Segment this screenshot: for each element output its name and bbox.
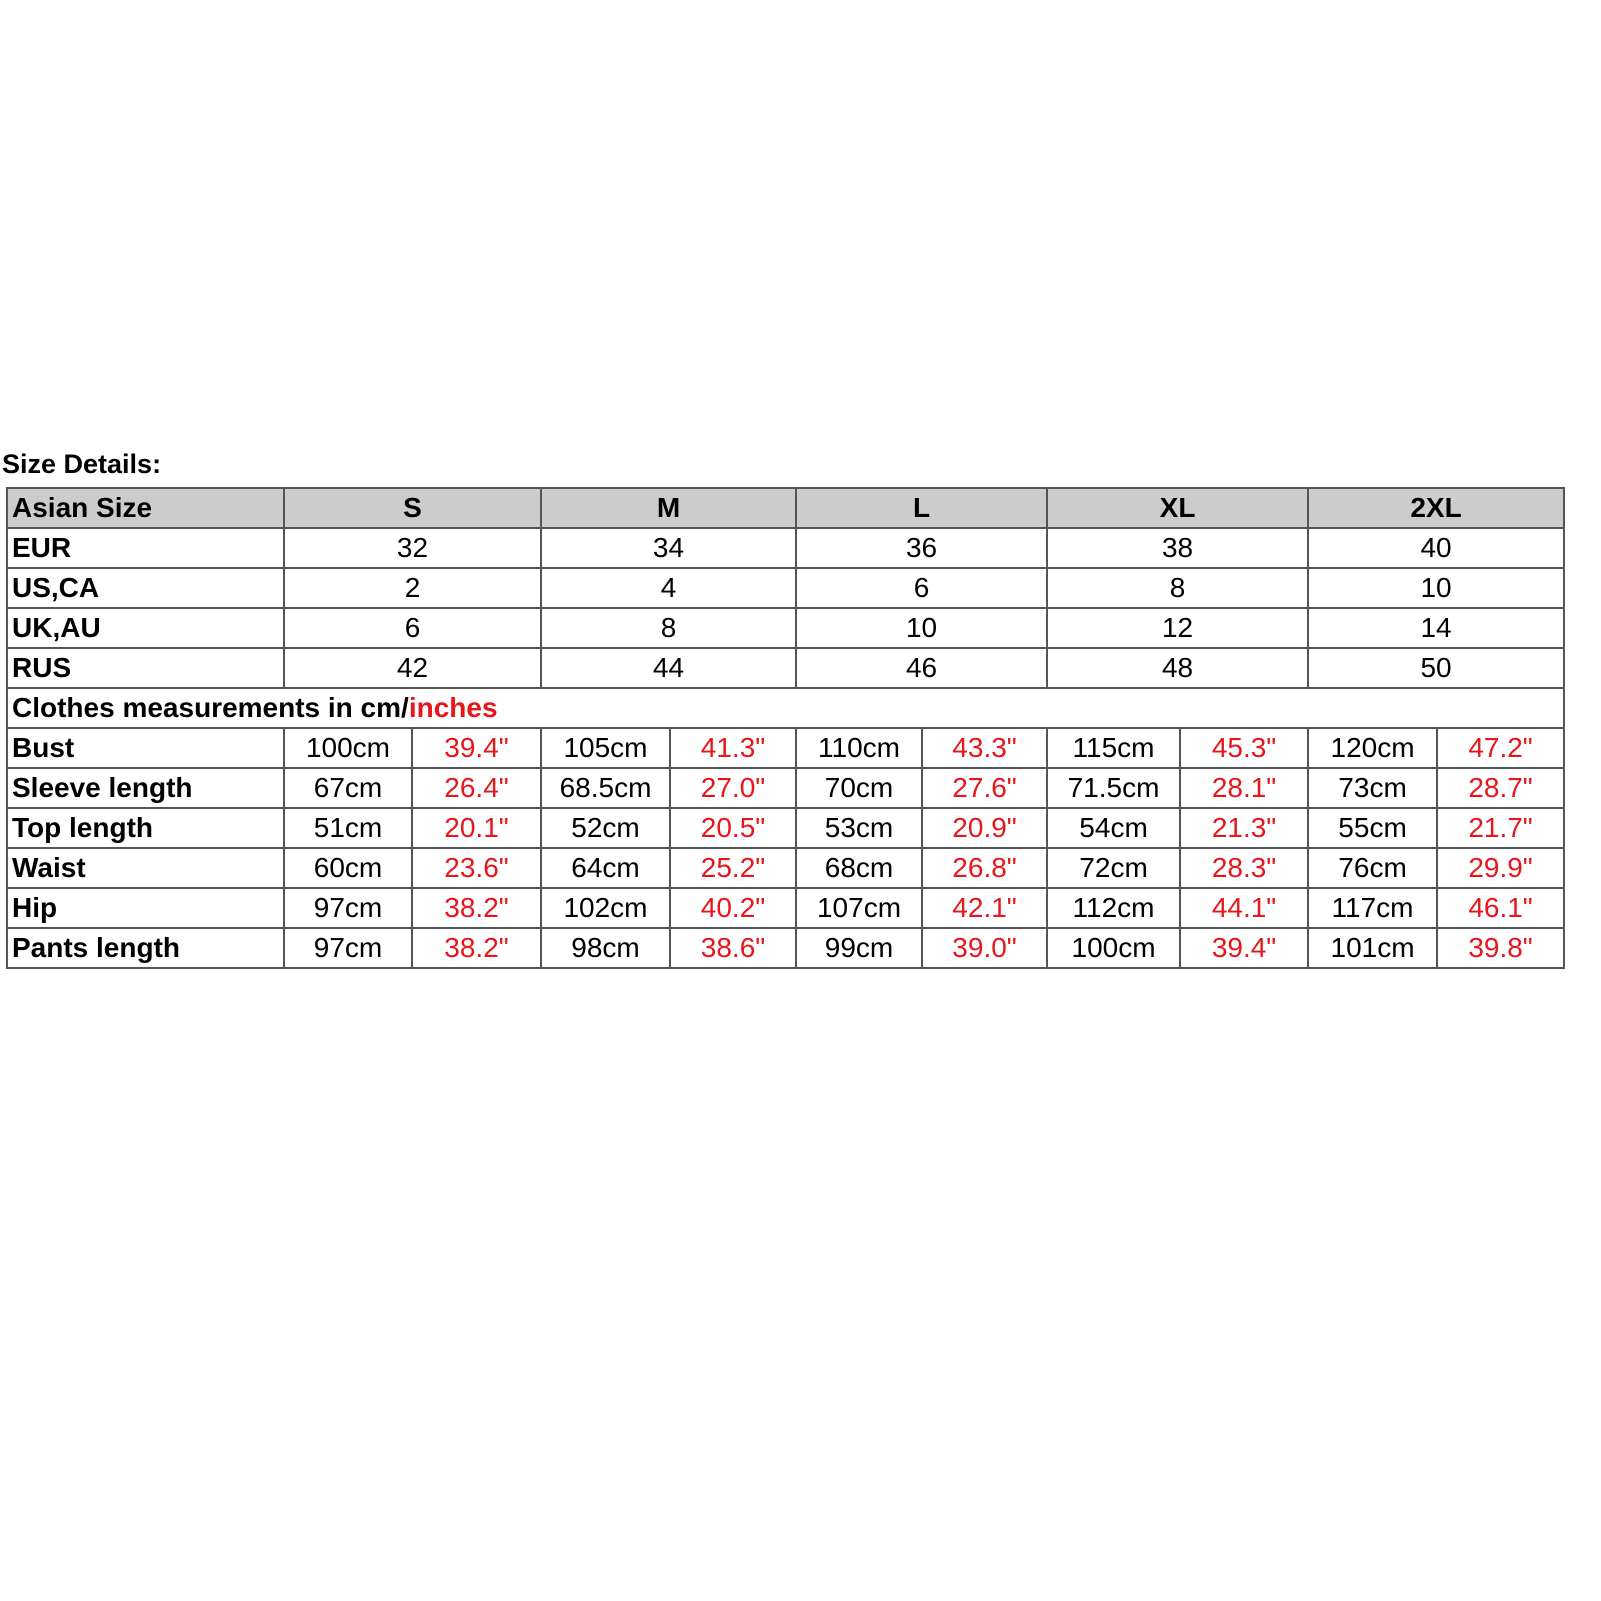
table-cell: 4 <box>541 568 796 608</box>
table-cell: 44 <box>541 648 796 688</box>
table-cell: 34 <box>541 528 796 568</box>
size-chart-table <box>6 487 1565 969</box>
inch-cell: 28.3" <box>1180 848 1308 888</box>
inch-cell: 46.1" <box>1437 888 1564 928</box>
table-cell: 10 <box>1308 568 1564 608</box>
table-cell: 46 <box>796 648 1047 688</box>
section-highlight: inches <box>408 692 498 723</box>
inch-cell: 20.5" <box>670 808 796 848</box>
conversion-row-eur <box>7 528 1564 568</box>
asian-size-label: Asian Size <box>7 488 284 528</box>
cm-cell: 97cm <box>284 888 412 928</box>
cm-cell: 101cm <box>1308 928 1437 968</box>
inch-cell: 26.4" <box>412 768 541 808</box>
cm-cell: 107cm <box>796 888 922 928</box>
inch-cell: 41.3" <box>670 728 796 768</box>
inch-cell: 39.4" <box>412 728 541 768</box>
inch-cell: 20.9" <box>922 808 1047 848</box>
inch-cell: 27.0" <box>670 768 796 808</box>
row-label: EUR <box>7 528 284 568</box>
table-cell: 8 <box>541 608 796 648</box>
table-cell: 12 <box>1047 608 1308 648</box>
cm-cell: 76cm <box>1308 848 1437 888</box>
cm-cell: 73cm <box>1308 768 1437 808</box>
size-header-row <box>7 488 1564 528</box>
table-cell: 50 <box>1308 648 1564 688</box>
cm-cell: 97cm <box>284 928 412 968</box>
cm-cell: 68.5cm <box>541 768 670 808</box>
inch-cell: 39.8" <box>1437 928 1564 968</box>
measurement-row-bust <box>7 728 1564 768</box>
inch-cell: 21.3" <box>1180 808 1308 848</box>
row-label: Pants length <box>7 928 284 968</box>
cm-cell: 115cm <box>1047 728 1180 768</box>
inch-cell: 38.6" <box>670 928 796 968</box>
conversion-row-uk-au <box>7 608 1564 648</box>
row-label: Top length <box>7 808 284 848</box>
inch-cell: 20.1" <box>412 808 541 848</box>
cm-cell: 70cm <box>796 768 922 808</box>
cm-cell: 120cm <box>1308 728 1437 768</box>
row-label: Bust <box>7 728 284 768</box>
row-label: UK,AU <box>7 608 284 648</box>
cm-cell: 53cm <box>796 808 922 848</box>
inch-cell: 25.2" <box>670 848 796 888</box>
cm-cell: 54cm <box>1047 808 1180 848</box>
table-cell: 2 <box>284 568 541 608</box>
cm-cell: 110cm <box>796 728 922 768</box>
size-header-m: M <box>541 488 796 528</box>
inch-cell: 38.2" <box>412 888 541 928</box>
section-prefix: Clothes measurements in cm/ <box>12 692 409 723</box>
measurement-row-hip <box>7 888 1564 928</box>
cm-cell: 72cm <box>1047 848 1180 888</box>
measurement-row-sleeve-length <box>7 768 1564 808</box>
row-label: Waist <box>7 848 284 888</box>
measurements-section-heading <box>7 688 1564 728</box>
inch-cell: 43.3" <box>922 728 1047 768</box>
inch-cell: 47.2" <box>1437 728 1564 768</box>
cm-cell: 64cm <box>541 848 670 888</box>
measurement-row-top-length <box>7 808 1564 848</box>
table-cell: 6 <box>796 568 1047 608</box>
size-header-l: L <box>796 488 1047 528</box>
row-label: Hip <box>7 888 284 928</box>
table-cell: 6 <box>284 608 541 648</box>
table-cell: 32 <box>284 528 541 568</box>
inch-cell: 42.1" <box>922 888 1047 928</box>
inch-cell: 44.1" <box>1180 888 1308 928</box>
size-header-2xl: 2XL <box>1308 488 1564 528</box>
cm-cell: 100cm <box>1047 928 1180 968</box>
conversion-row-rus <box>7 648 1564 688</box>
cm-cell: 68cm <box>796 848 922 888</box>
cm-cell: 117cm <box>1308 888 1437 928</box>
inch-cell: 29.9" <box>1437 848 1564 888</box>
table-cell: 14 <box>1308 608 1564 648</box>
size-header-xl: XL <box>1047 488 1308 528</box>
cm-cell: 99cm <box>796 928 922 968</box>
measurement-row-waist <box>7 848 1564 888</box>
inch-cell: 27.6" <box>922 768 1047 808</box>
inch-cell: 23.6" <box>412 848 541 888</box>
row-label: US,CA <box>7 568 284 608</box>
cm-cell: 67cm <box>284 768 412 808</box>
cm-cell: 71.5cm <box>1047 768 1180 808</box>
table-cell: 36 <box>796 528 1047 568</box>
size-header-s: S <box>284 488 541 528</box>
table-cell: 40 <box>1308 528 1564 568</box>
cm-cell: 102cm <box>541 888 670 928</box>
inch-cell: 38.2" <box>412 928 541 968</box>
inch-cell: 39.0" <box>922 928 1047 968</box>
inch-cell: 45.3" <box>1180 728 1308 768</box>
cm-cell: 100cm <box>284 728 412 768</box>
inch-cell: 28.1" <box>1180 768 1308 808</box>
cm-cell: 55cm <box>1308 808 1437 848</box>
cm-cell: 60cm <box>284 848 412 888</box>
cm-cell: 112cm <box>1047 888 1180 928</box>
cm-cell: 51cm <box>284 808 412 848</box>
cm-cell: 105cm <box>541 728 670 768</box>
measurements-section-row <box>7 688 1564 728</box>
table-cell: 38 <box>1047 528 1308 568</box>
page-title: Size Details: <box>2 449 162 479</box>
inch-cell: 39.4" <box>1180 928 1308 968</box>
table-cell: 10 <box>796 608 1047 648</box>
cm-cell: 52cm <box>541 808 670 848</box>
table-cell: 48 <box>1047 648 1308 688</box>
cm-cell: 98cm <box>541 928 670 968</box>
table-cell: 8 <box>1047 568 1308 608</box>
inch-cell: 28.7" <box>1437 768 1564 808</box>
measurement-row-pants-length <box>7 928 1564 968</box>
table-cell: 42 <box>284 648 541 688</box>
inch-cell: 26.8" <box>922 848 1047 888</box>
inch-cell: 40.2" <box>670 888 796 928</box>
row-label: Sleeve length <box>7 768 284 808</box>
row-label: RUS <box>7 648 284 688</box>
inch-cell: 21.7" <box>1437 808 1564 848</box>
conversion-row-us-ca <box>7 568 1564 608</box>
